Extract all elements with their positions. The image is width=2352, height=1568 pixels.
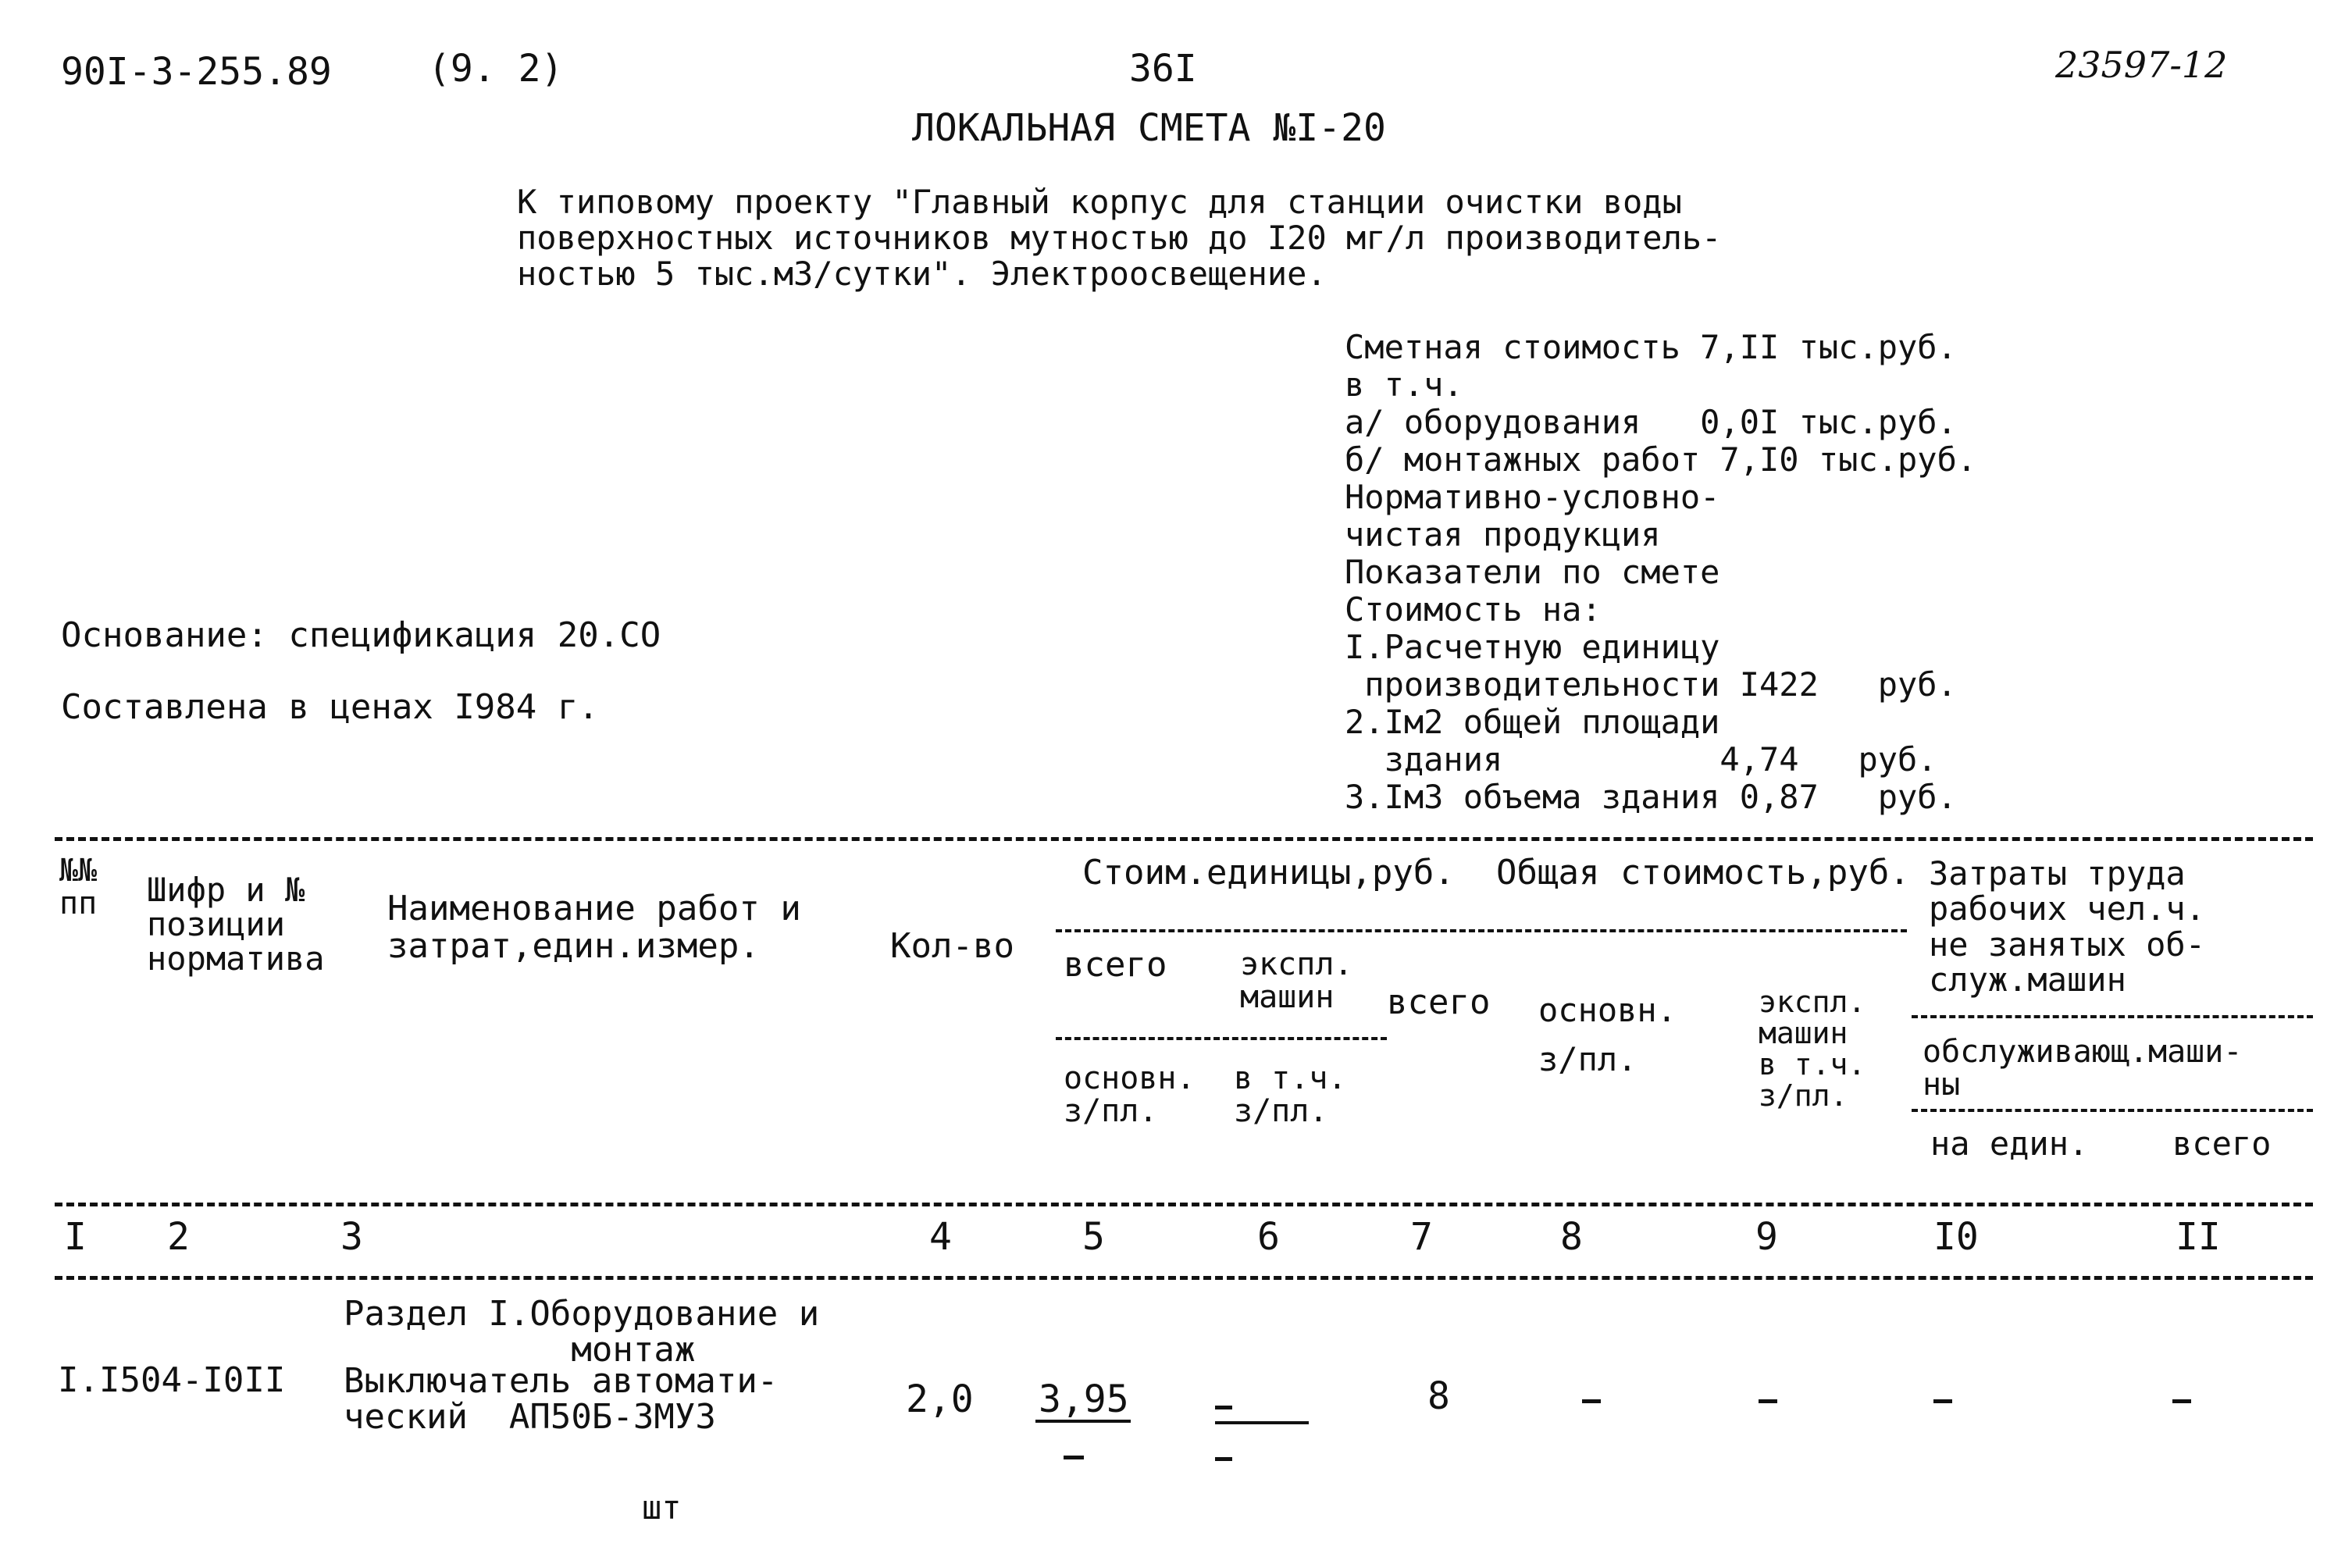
summary-line: Нормативно-условно- [1345,478,1720,516]
summary-line: б/ монтажных работ 7,I0 тыс.руб. [1345,440,1977,479]
row-labor-per-unit-dash [1933,1399,1952,1403]
header-labor-total: всего [2172,1124,2272,1163]
summary-line: производительности I422 руб. [1345,665,1957,704]
section-title: Раздел I.Оборудование и монтаж [344,1294,820,1370]
summary-line: Сметная стоимость 7,II тыс.руб. [1345,328,1957,366]
header-row-number: №№ пп [59,853,98,921]
archive-stamp-number: 23597-12 [2055,44,2228,86]
document-title: ЛОКАЛЬНАЯ СМЕТА №I-20 [912,106,1386,150]
intro-line-2: поверхностных источников мутностью до I20 мг/л производитель- [517,219,1722,257]
header-unit-cost: Стоим.единицы,руб. [1082,853,1455,893]
header-unit-wage: основн. з/пл. [1064,1060,1196,1129]
row-unit-total-wage-dash [1064,1456,1084,1459]
header-labor: Затраты труда рабочих чел.ч. не занятых об- служ.машин [1929,854,2206,1000]
header-unit-machines-wage: в т.ч. з/пл. [1234,1060,1347,1129]
summary-line: здания 4,74 руб. [1345,740,1937,779]
row-name: Выключатель автомати- ческий АП50Б-3МУЗ [344,1361,779,1438]
column-number: 6 [1257,1215,1280,1259]
labor-subheader-rule [1912,1015,2313,1018]
header-unit-total: всего [1064,945,1167,985]
cost-subheader-rule [1056,929,1907,932]
row-unit-machines-dash [1215,1406,1232,1409]
summary-line: Показатели по смете [1345,553,1720,591]
row-total: 8 [1427,1374,1450,1418]
row-unit-total-underline [1035,1420,1131,1423]
header-unit-machines: экспл. машин [1240,946,1353,1015]
column-number: I [64,1215,87,1259]
summary-line: в т.ч. [1345,365,1463,404]
row-unit-machines-wage-dash [1215,1457,1232,1461]
intro-line-3: ностью 5 тыс.м3/сутки". Электроосвещение. [517,255,1327,293]
header-total-wage: основн. з/пл. [1538,991,1677,1078]
header-total-machines: экспл. машин в т.ч. з/пл. [1759,985,1866,1113]
basis-prices: Составлена в ценах I984 г. [61,687,599,727]
summary-line: 2.Iм2 общей площади [1345,703,1720,741]
header-code: Шифр и № позиции норматива [147,871,325,978]
header-labor-per-unit: на един. [1930,1124,2089,1163]
column-number: 3 [340,1215,363,1259]
column-number: I0 [1933,1215,1979,1259]
row-total-machines-dash [1759,1399,1777,1403]
row-total-wage-dash [1582,1399,1601,1403]
labor-service-rule [1912,1109,2313,1112]
column-numbers-bottom-rule [55,1276,2313,1280]
column-number: 5 [1082,1215,1105,1259]
document-code: 90I-3-255.89 [61,50,332,94]
row-code: I.I504-I0II [58,1360,286,1400]
column-numbers-top-rule [55,1203,2313,1206]
column-number: 2 [167,1215,190,1259]
row-unit-machines-underline [1215,1421,1309,1424]
column-number: 9 [1755,1215,1778,1259]
row-unit-of-measure: шт [642,1488,682,1527]
basis-foundation: Основание: спецификация 20.СО [61,615,661,655]
column-number: 4 [929,1215,952,1259]
header-labor-service: обслуживающ.маши- ны [1923,1034,2243,1103]
section-number: (9. 2) [428,47,564,91]
column-number: 7 [1410,1215,1433,1259]
table-top-rule [55,837,2313,841]
summary-line: 3.Iм3 объема здания 0,87 руб. [1345,778,1957,816]
summary-line: а/ оборудования 0,0I тыс.руб. [1345,403,1957,441]
header-total-cost: Общая стоимость,руб. [1496,853,1910,893]
summary-line: Стоимость на: [1345,590,1602,629]
unit-cost-split-rule [1056,1037,1387,1040]
page-number: 36I [1129,47,1197,91]
row-unit-total: 3,95 [1039,1377,1129,1421]
column-number: 8 [1560,1215,1583,1259]
header-name: Наименование работ и затрат,един.измер. [387,889,801,966]
summary-line: чистая продукция [1345,515,1661,554]
header-quantity: Кол-во [890,926,1014,966]
summary-line: I.Расчетную единицу [1345,628,1720,666]
row-quantity: 2,0 [906,1377,974,1421]
row-labor-total-dash [2172,1399,2191,1403]
intro-line-1: К типовому проекту "Главный корпус для станции очистки воды [517,183,1682,221]
column-number: II [2176,1215,2221,1259]
header-total-all: всего [1387,982,1491,1022]
